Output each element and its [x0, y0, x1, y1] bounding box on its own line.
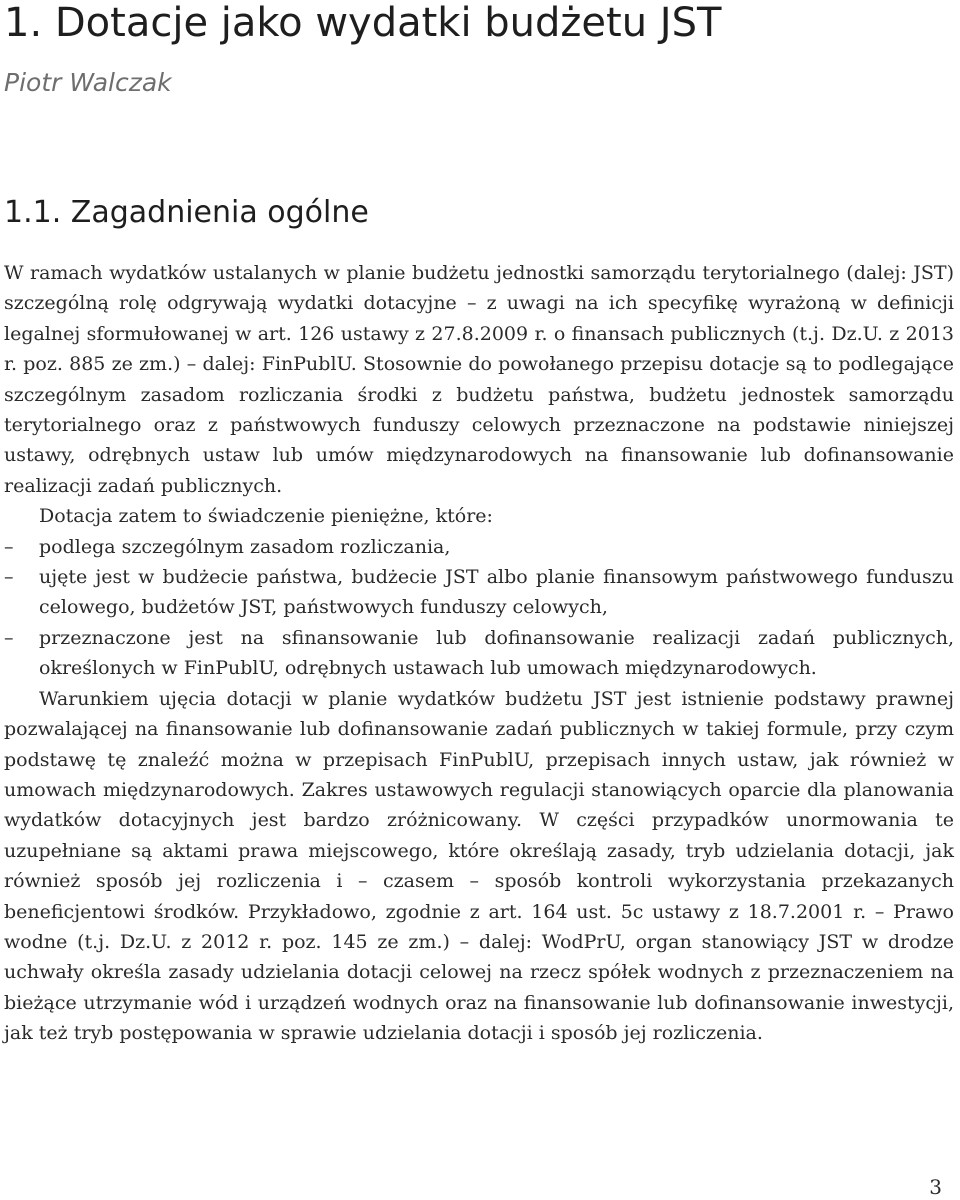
paragraph: Warunkiem ujęcia dotacji w planie wydatków budżetu JST jest istnienie podstawy prawnej pozwalającej na finansowanie lub dofinansowanie zadań publicznych w takiej formule, przy czym podstawę tę znaleźć można w przepisach FinPublU, przepisach innych ustaw, jak również w umowach międzynarodowych. Zakres ustawowych regulacji stanowiących oparcie dla planowania wydatków dotacyjnych jest bardzo zróżnicowany. W części przypadków unormowania te uzupełniane są aktami prawa miejscowego, które określają zasady, tryb udzielania dotacji, jak również sposób jej rozliczenia i – czasem – sposób kontroli wykorzystania przekazanych beneficjentowi środków. Przykładowo, zgodnie z art. 164 ust. 5c ustawy z 18.7.2001 r. – Prawo wodne (t.j. Dz.U. z 2012 r. poz. 145 ze zm.) – dalej: WodPrU, organ stanowiący JST w drodze uchwały określa zasady udzielania dotacji celowej na rzecz spółek wodnych z przeznaczeniem na bieżące utrzymanie wód i urządzeń wodnych oraz na finansowanie lub dofinansowanie inwestycji, jak też tryb postępowania w sprawie udzielania dotacji i sposób jej rozliczenia.	[4, 687, 954, 1045]
list-item	[4, 623, 954, 684]
chapter-title: 1. Dotacje jako wydatki budżetu JST	[4, 0, 722, 46]
dash-list	[4, 532, 954, 684]
list-item-text: podlega szczególnym zasadom rozliczania,	[39, 535, 451, 558]
dash-bullet: –	[4, 535, 14, 558]
list-item	[4, 562, 954, 623]
dash-bullet: –	[4, 626, 14, 649]
dash-bullet: –	[4, 566, 14, 589]
paragraph: Dotacja zatem to świadczenie pieniężne, które:	[39, 505, 493, 528]
paragraph: W ramach wydatków ustalanych w planie budżetu jednostki samorządu terytorialnego (dalej: JST) szczególną rolę odgrywają wydatki dotacyjne – z uwagi na ich specyfikę wyrażoną w definicji legalnej sformułowanej w art. 126 ustawy z 27.8.2009 r. o finansach publicznych (t.j. Dz.U. z 2013 r. poz. 885 ze zm.) – dalej: FinPublU. Stosownie do powołanego przepisu dotacje są to podlegające szczególnym zasadom rozliczania środki z budżetu państwa, budżetu jednostek samorządu terytorialnego oraz z państwowych funduszy celowych przeznaczone na podstawie niniejszej ustawy, odrębnych ustaw lub umów międzynarodowych na finansowanie lub dofinansowanie realizacji zadań publicznych.	[4, 262, 954, 497]
list-item	[4, 532, 954, 562]
list-item-text: ujęte jest w budżecie państwa, budżecie JST albo planie finansowym państwowego funduszu celowego, budżetów JST, państwowych funduszy celowych,	[39, 566, 954, 619]
body-text	[4, 258, 954, 1049]
page-number: 3	[929, 1175, 942, 1199]
section-title: 1.1. Zagadnienia ogólne	[4, 195, 369, 230]
list-item-text: przeznaczone jest na sfinansowanie lub dofinansowanie realizacji zadań publicznych, określonych w FinPublU, odrębnych ustawach lub umowach międzynarodowych.	[39, 626, 954, 680]
author-name: Piotr Walczak	[4, 68, 172, 97]
